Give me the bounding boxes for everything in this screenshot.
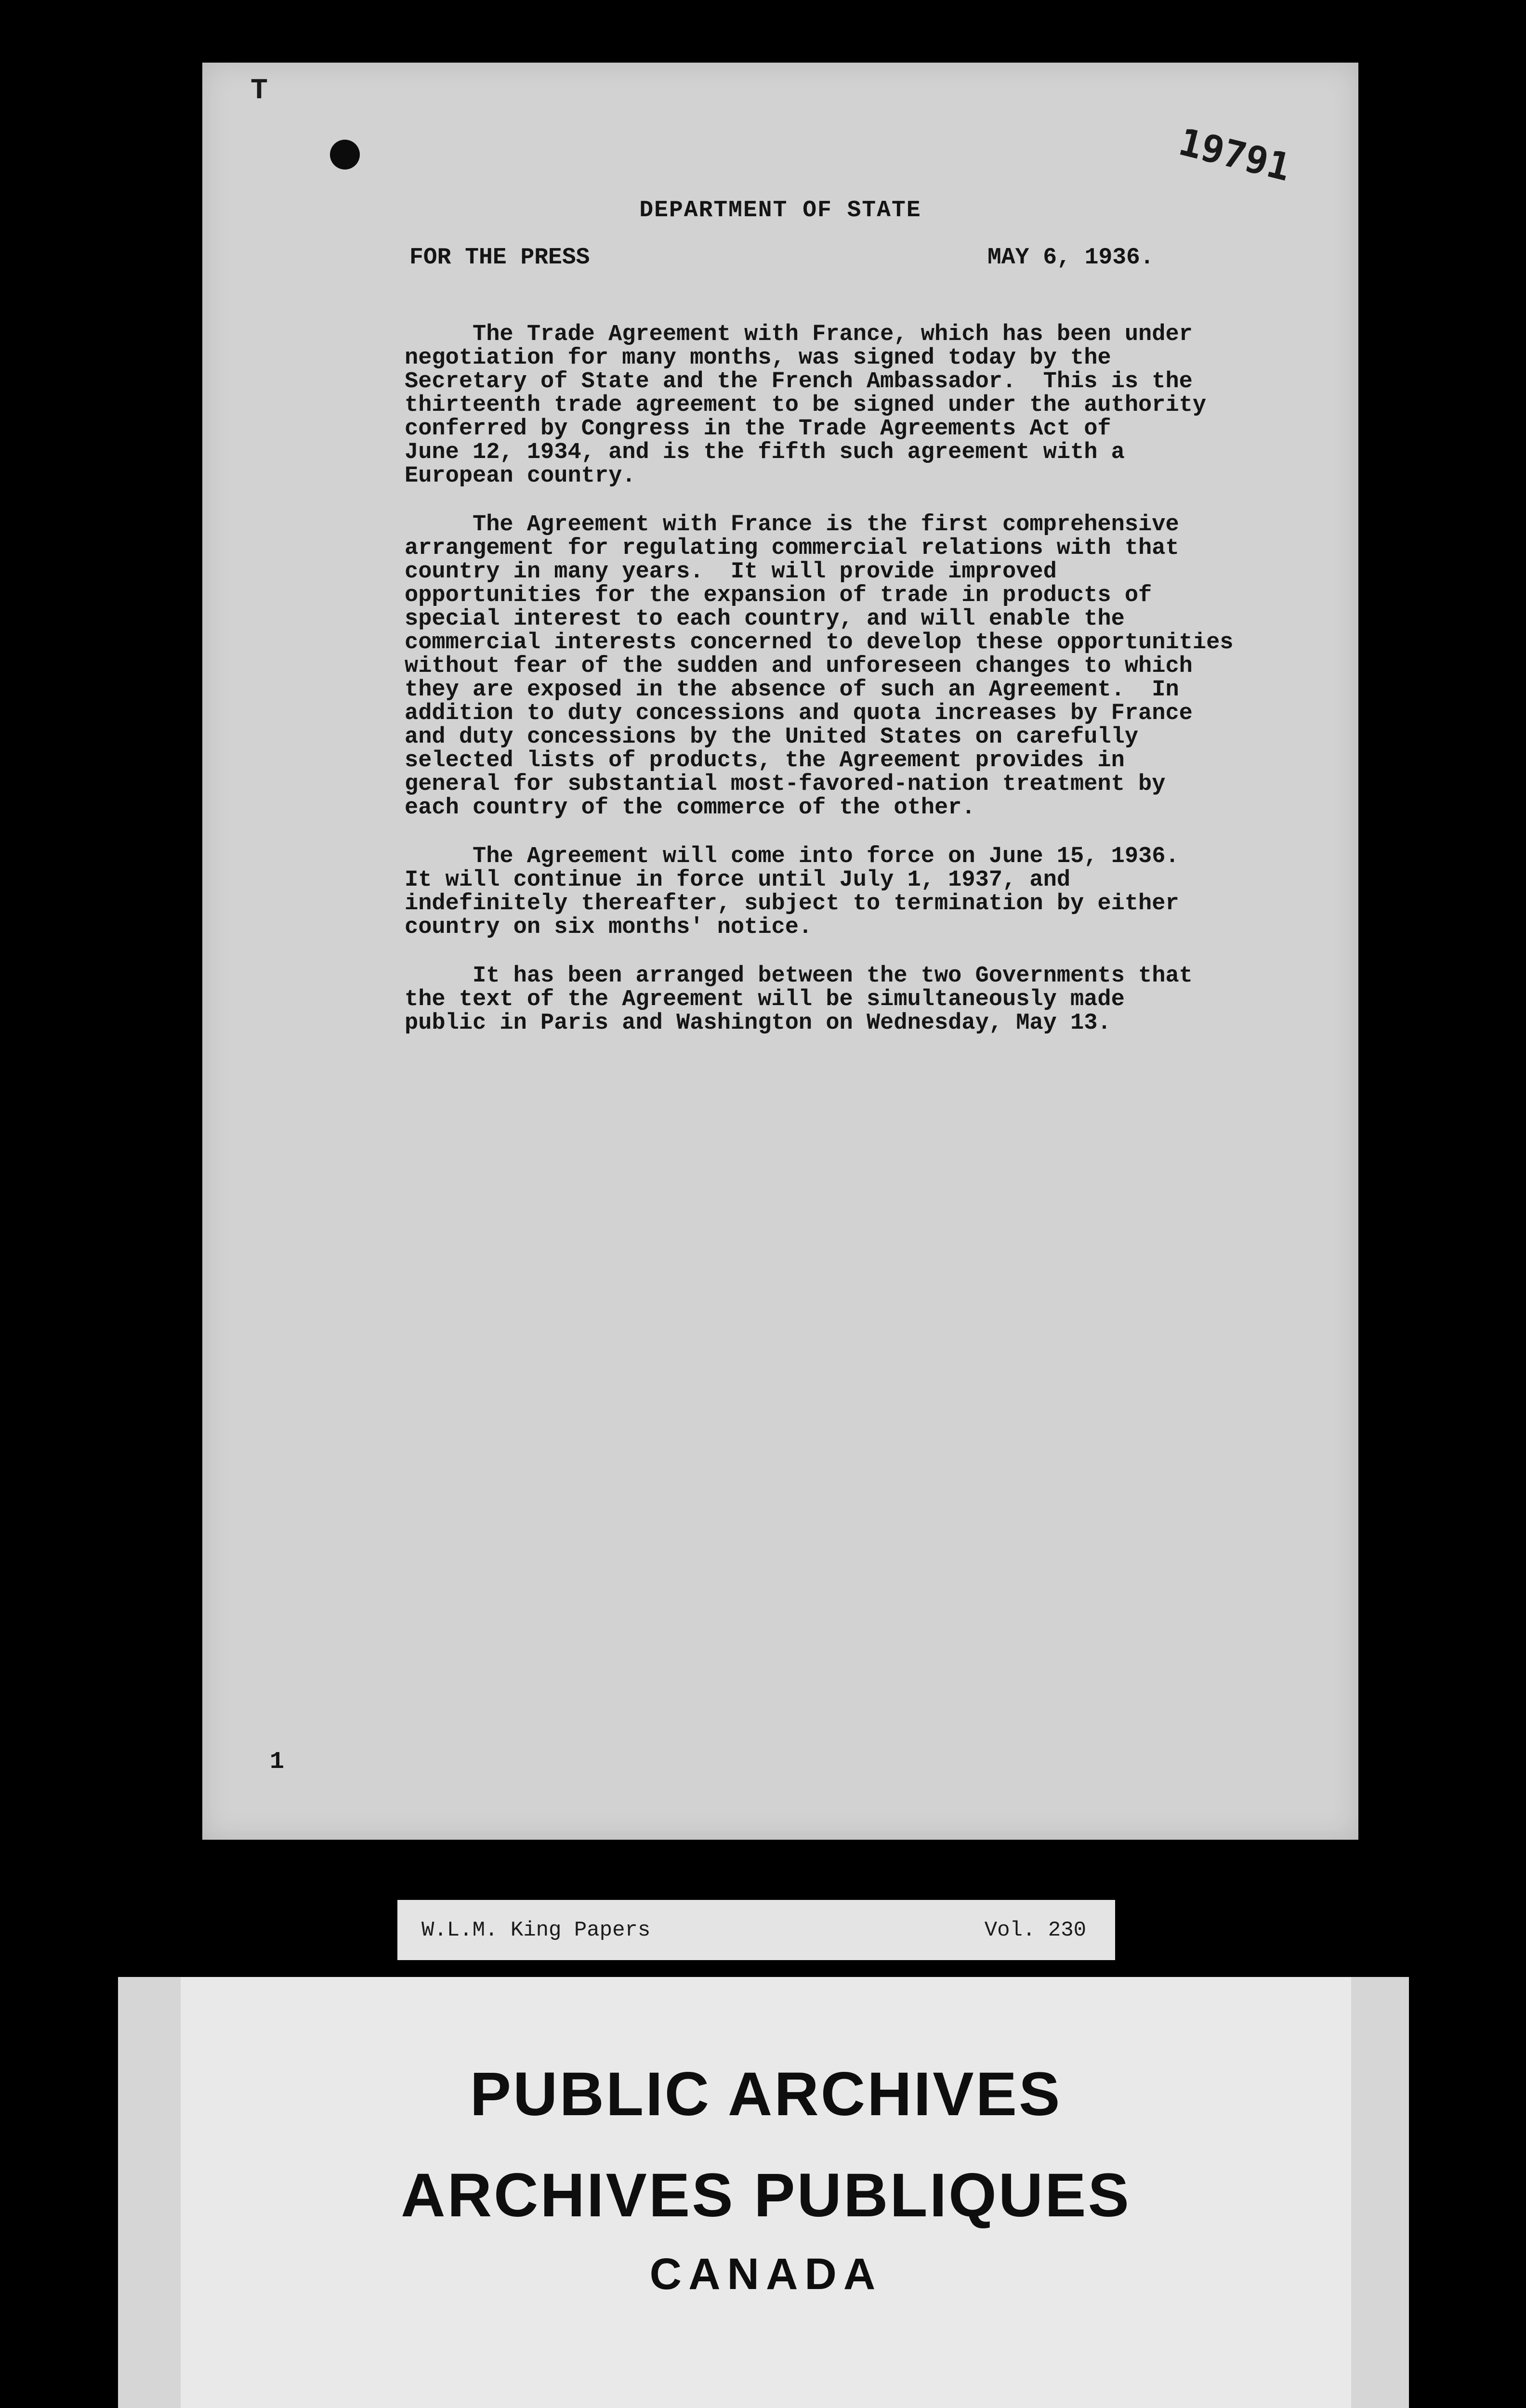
archives-title-french: ARCHIVES PUBLIQUES [401,2161,1131,2230]
punch-hole [330,140,360,170]
archives-card [118,1977,1409,2408]
collection-label [397,1900,1115,1960]
paragraph-2: The Agreement with France is the first comprehensive arrangement for regulating commercial relations with that country in many years. It will provide improved opportunities for the expansion of trade in products of special interest to each country, and will enable the commercial interests concerned to develop these opportunities without fear of the sudden and unforeseen changes to which they are exposed in the absence of such an Agreement. In addition to duty concessions and quota increases by France and duty concessions by the United States on carefully selected lists of products, the Agreement provides in general for substantial most-favored-nation treatment by each country of the commerce of the other. [405,512,1234,821]
page-number: 1 [270,1748,285,1776]
paragraph-1: The Trade Agreement with France, which has been under negotiation for many months, was signed today by the Secretary of State and the French Ambassador. This is the thirteenth trade agreement to be signed under the authority conferred by Congress in the Trade Agreements Act of June 12, 1934, and is the fifth such agreement with a European country. [405,322,1207,489]
collection-name: W.L.M. King Papers [421,1918,651,1942]
department-header: DEPARTMENT OF STATE [639,197,921,223]
archives-card-inner [181,1977,1351,2408]
stamp-number: 19791 [1174,120,1295,190]
press-date: MAY 6, 1936. [987,245,1154,271]
for-press-label: FOR THE PRESS [409,245,590,271]
document-page [202,63,1358,1840]
archives-title-english: PUBLIC ARCHIVES [470,2060,1062,2129]
press-release-body [405,323,1296,1060]
paragraph-3: The Agreement will come into force on June 15, 1936. It will continue in force until July 1, 1937, and indefinitely thereafter, subject to termination by either country on six months' notice. [405,844,1179,940]
volume-number: Vol. 230 [984,1918,1086,1942]
corner-mark: T [250,75,268,107]
archives-country: CANADA [649,2250,882,2299]
paragraph-4: It has been arranged between the two Governments that the text of the Agreement will be simultaneously made public in Paris and Washington on Wednesday, May 13. [405,963,1193,1036]
